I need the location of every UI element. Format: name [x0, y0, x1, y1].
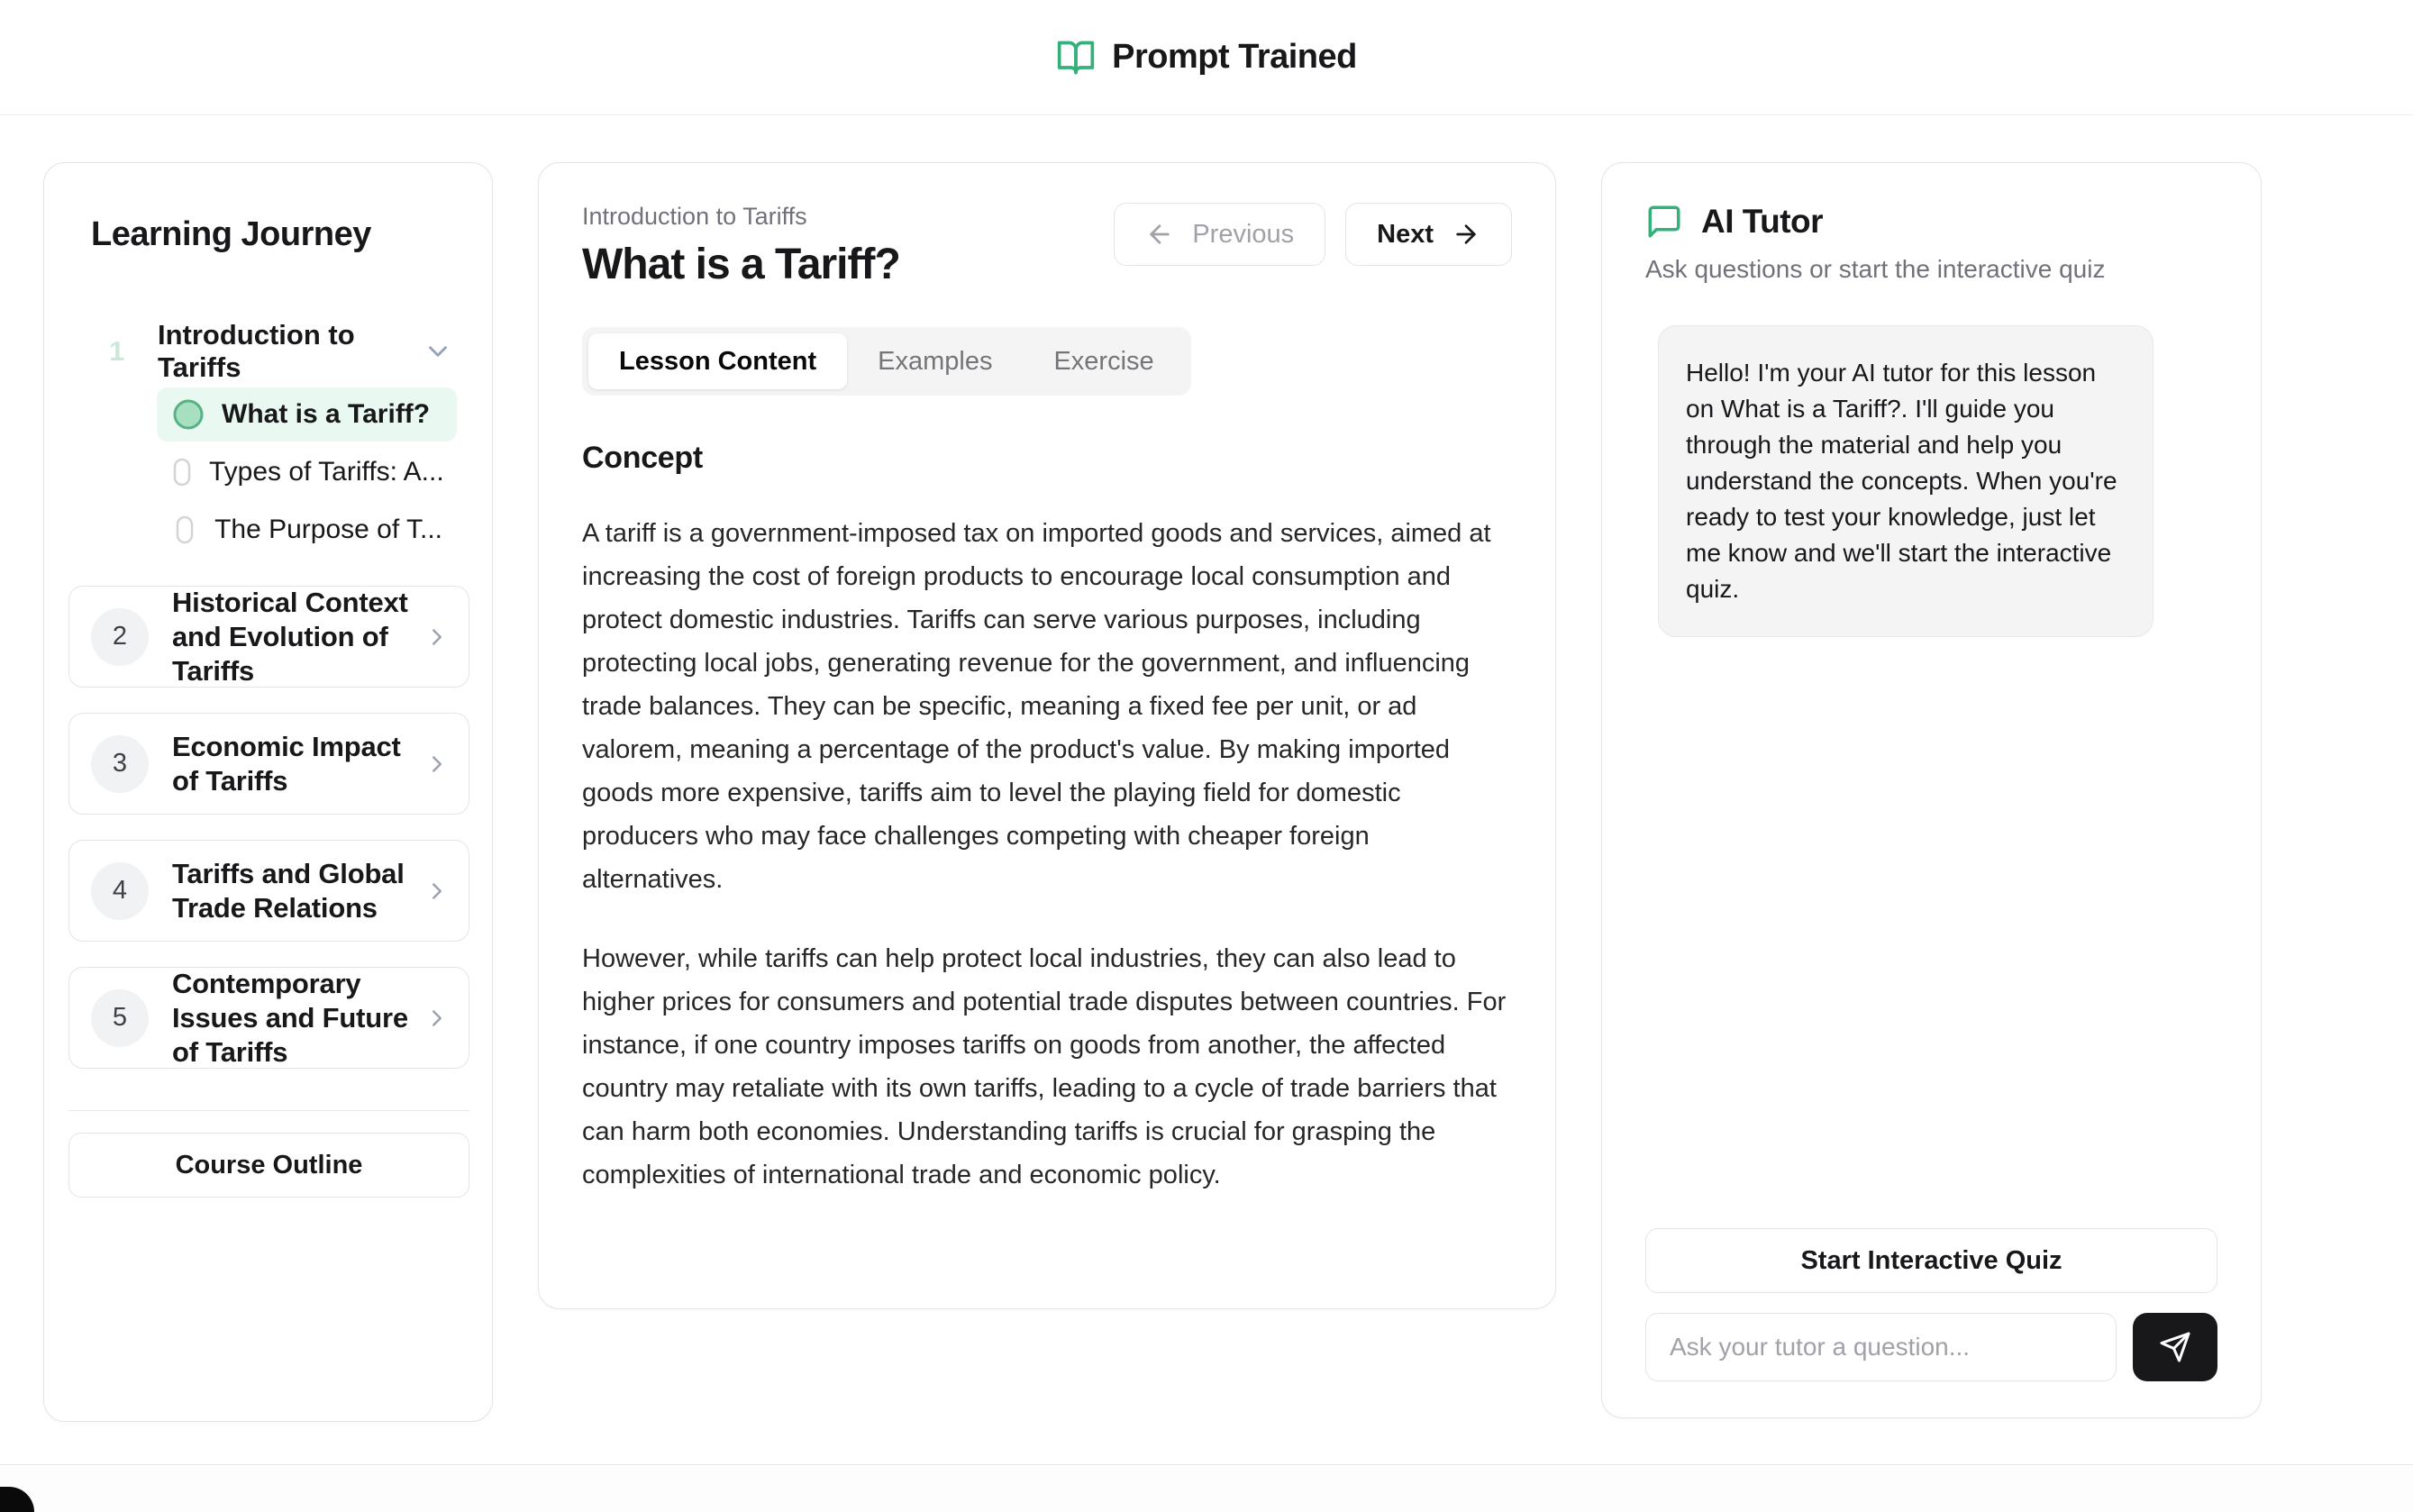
arrow-left-icon [1145, 220, 1174, 249]
ai-tutor-title: AI Tutor [1701, 203, 1824, 240]
ai-tutor-subtitle: Ask questions or start the interactive quiz [1645, 255, 2106, 283]
sidebar-divider [68, 1110, 469, 1111]
lesson-item-types-of-tariffs[interactable]: Types of Tariffs: A... [157, 445, 457, 499]
app-logo [1056, 38, 1357, 77]
chevron-right-icon [423, 624, 451, 651]
send-button[interactable] [2133, 1313, 2217, 1381]
tutor-message-bubble: Hello! I'm your AI tutor for this lesson on What is a Tariff?. I'll guide you through the material and help you understand the concepts. When you're ready to test your knowledge, just let me know and we'll start the interactive quiz. [1658, 325, 2153, 637]
module-number-badge: 3 [91, 735, 149, 793]
app-header [0, 0, 2413, 115]
send-icon [2159, 1331, 2191, 1363]
lesson-item-what-is-a-tariff[interactable]: What is a Tariff? [157, 387, 457, 442]
lesson-paragraph: A tariff is a government-imposed tax on imported goods and services, aimed at increasing the cost of foreign products to encourage local consumption and protect domestic industries. Tariffs can serve various purposes, including protecting local jobs, generating revenue for the government, and influencing trade balances. They can be specific, meaning a fixed fee per unit, or ad valorem, meaning a percentage of the product's value. By making imported goods more expensive, tariffs aim to level the playing field for domestic producers who may face challenges competing with cheaper foreign alternatives. [582, 519, 1491, 894]
module-number-badge: 4 [91, 862, 149, 920]
module-number-badge: 5 [91, 989, 149, 1047]
tab-examples[interactable]: Examples [878, 346, 993, 376]
concept-heading: Concept [582, 441, 703, 475]
open-book-icon [1056, 38, 1096, 77]
learning-journey-panel [43, 162, 493, 1422]
chevron-down-icon [423, 336, 453, 367]
page-footer [0, 1464, 2413, 1512]
lesson-body [582, 512, 1512, 1197]
spacer [1645, 637, 2217, 1228]
app-title: Prompt Trained [1112, 38, 1357, 76]
previous-button[interactable]: Previous [1114, 203, 1325, 266]
pill-icon [171, 457, 193, 487]
circle-icon [171, 398, 205, 431]
chevron-right-icon [423, 1005, 451, 1032]
message-square-icon [1645, 203, 1683, 241]
module-card-global-trade[interactable]: 4 Tariffs and Global Trade Relations [68, 840, 469, 942]
arrow-right-icon [1452, 220, 1480, 249]
sidebar-section-introduction[interactable] [68, 319, 468, 383]
next-button[interactable]: Next [1345, 203, 1512, 266]
tab-lesson-content[interactable]: Lesson Content [588, 333, 847, 389]
module-number-badge: 2 [91, 608, 149, 666]
lesson-heading-group [582, 203, 900, 289]
breadcrumb: Introduction to Tariffs [582, 203, 807, 230]
chevron-right-icon [423, 878, 451, 905]
page-title: What is a Tariff? [582, 241, 900, 288]
tab-exercise[interactable]: Exercise [1053, 346, 1154, 376]
start-quiz-button[interactable]: Start Interactive Quiz [1645, 1228, 2217, 1293]
ai-tutor-header [1645, 203, 2217, 241]
ai-tutor-panel [1601, 162, 2262, 1418]
lesson-paragraph: However, while tariffs can help protect local industries, they can also lead to higher prices for consumers and potential trade disputes between countries. For instance, if one country imposes tariffs on goods from another, the affected country may retaliate with its own tariffs, leading to a cycle of trade barriers that can harm both economies. Understanding tariffs is crucial for grasping the complexities of international trade and economic policy. [582, 944, 1507, 1189]
section-title: Introduction to Tariffs [158, 319, 355, 383]
lesson-list [157, 387, 457, 557]
tutor-input-row [1645, 1313, 2217, 1381]
module-card-economic-impact[interactable]: 3 Economic Impact of Tariffs [68, 713, 469, 815]
chevron-right-icon [423, 751, 451, 778]
lesson-tabs [582, 327, 1191, 396]
sidebar-title: Learning Journey [91, 215, 371, 253]
lesson-nav [1114, 203, 1512, 266]
pill-icon [171, 515, 198, 545]
module-card-contemporary-issues[interactable]: 5 Contemporary Issues and Future of Tariffs [68, 967, 469, 1069]
tutor-question-input[interactable] [1645, 1313, 2117, 1381]
module-list [68, 586, 468, 1069]
section-number: 1 [109, 335, 125, 367]
lesson-item-purpose-of-tariffs[interactable]: The Purpose of T... [157, 503, 457, 557]
lesson-panel [538, 162, 1556, 1309]
course-outline-button[interactable]: Course Outline [68, 1133, 469, 1198]
module-card-historical-context[interactable]: 2 Historical Context and Evolution of Tariffs [68, 586, 469, 688]
